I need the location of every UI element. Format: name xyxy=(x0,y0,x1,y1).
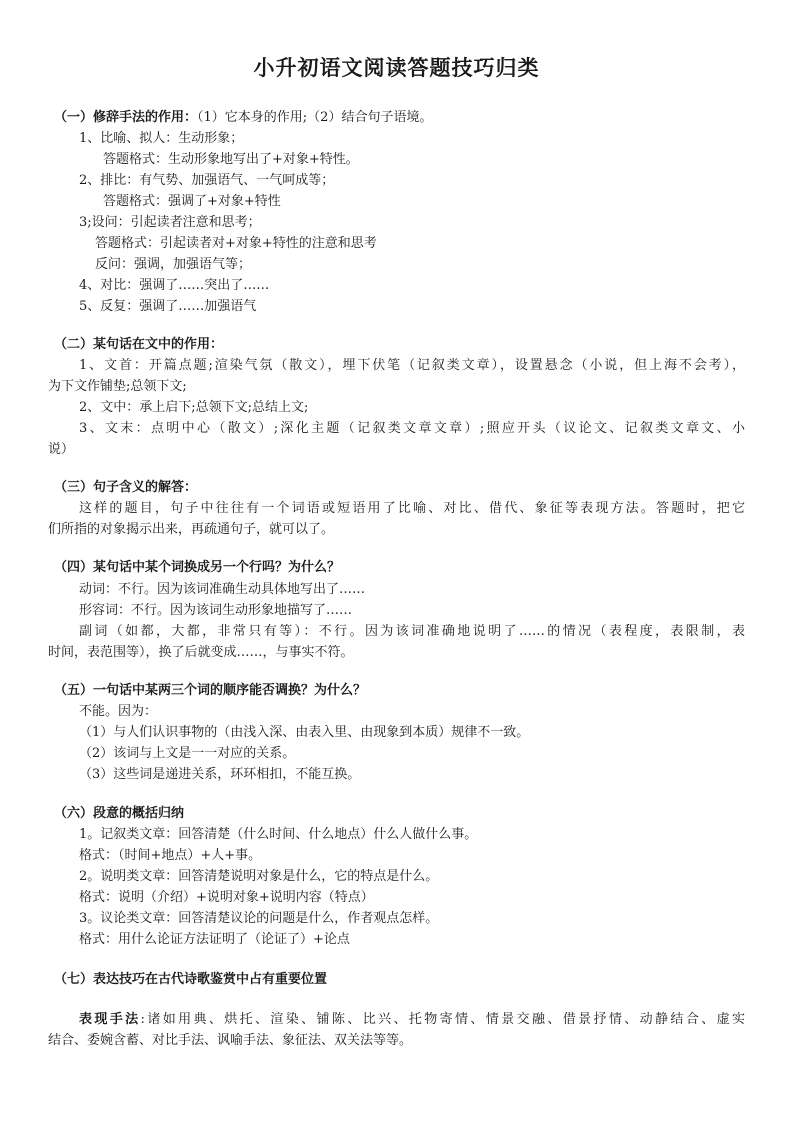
section-5-line: （2）该词与上文是一一对应的关系。 xyxy=(79,746,296,761)
section-1-heading: （一）修辞手法的作用： xyxy=(54,110,198,125)
section-6-line: 格式：（时间+地点）+人+事。 xyxy=(79,848,262,863)
section-6-line: 格式：说明（介绍）+说明对象+说明内容（特点） xyxy=(79,890,374,905)
section-1-heading-line xyxy=(54,108,432,128)
section-5-line: 不能。因为： xyxy=(79,704,158,719)
section-7-line: 结合、委婉含蓄、对比手法、讽喻手法、象征法、双关法等等。 xyxy=(48,1033,413,1048)
section-6-line: 1。记叙类文章：回答清楚（什么时间、什么地点）什么人做什么事。 xyxy=(79,827,478,842)
section-7-line-rest: :诸如用典、烘托、渲染、铺陈、比兴、托物寄情、情景交融、借景抒情、动静结合、虚实 xyxy=(140,1012,745,1027)
section-6-heading: （六）段意的概括归纳 xyxy=(54,806,185,821)
section-2-line: 1、文首：开篇点题;渲染气氛（散文），埋下伏笔（记叙类文章），设置悬念（小说，但上海不会考）， xyxy=(79,358,745,373)
section-6-line: 2。说明类文章：回答清楚说明对象是什么，它的特点是什么。 xyxy=(79,869,439,884)
section-6-line: 3。议论类文章：回答清楚议论的问题是什么，作者观点怎样。 xyxy=(79,911,439,926)
section-5-line: （1）与人们认识事物的（由浅入深、由表入里、由现象到本质）规律不一致。 xyxy=(79,725,530,740)
section-2-line: 为下文作铺垫;总领下文; xyxy=(48,379,187,394)
section-1-line: 4、对比：强调了……突出了…… xyxy=(79,278,270,293)
section-4-line: 副词（如都，大都，非常只有等）：不行。因为该词准确地说明了……的情况（表程度，表限制，表 xyxy=(79,624,745,639)
section-4-heading: （四）某句话中某个词换成另一个行吗？为什么？ xyxy=(54,560,341,575)
section-5-heading: （五）一句话中某两三个词的顺序能否调换？为什么？ xyxy=(54,683,367,698)
section-2-line: 2、文中：承上启下;总领下文;总结上文; xyxy=(79,400,309,415)
section-2-line: 说） xyxy=(48,442,75,457)
section-1-line: 5、反复：强调了……加强语气 xyxy=(79,299,257,314)
section-1-heading-note: （1）它本身的作用;（2）结合句子语境。 xyxy=(197,110,433,125)
section-2-line: 3、文末：点明中心（散文）;深化主题（记叙类文章文章）;照应开头（议论文、记叙类文章文、小 xyxy=(79,421,745,436)
section-4-line: 时间，表范围等），换了后就变成……，与事实不符。 xyxy=(48,645,354,660)
section-1-line: 答题格式：生动形象地写出了+对象+特性。 xyxy=(103,152,359,167)
section-1-line: 答题格式：引起读者对+对象+特性的注意和思考 xyxy=(95,236,377,251)
section-7-label: 表现手法 xyxy=(79,1012,141,1027)
section-7-line xyxy=(79,1010,745,1030)
section-2-heading: （二）某句话在文中的作用： xyxy=(54,337,224,352)
section-1-line: 反问：强调，加强语气等； xyxy=(95,257,252,272)
section-1-line: 2、排比：有气势、加强语气、一气呵成等； xyxy=(79,173,335,188)
section-5-line: （3）这些词是递进关系，环环相扣，不能互换。 xyxy=(79,767,361,782)
section-3-line: 这样的题目，句子中往往有一个词语或短语用了比喻、对比、借代、象征等表现方法。答题时，把它 xyxy=(79,501,745,516)
section-6-line: 格式：用什么论证方法证明了（论证了）+论点 xyxy=(79,932,350,947)
section-4-line: 动词：不行。因为该词准确生动具体地写出了…… xyxy=(79,582,366,597)
section-3-heading: （三）句子含义的解答： xyxy=(54,480,198,495)
section-1-line: 答题格式：强调了+对象+特性 xyxy=(103,194,281,209)
section-1-line: 1、比喻、拟人：生动形象； xyxy=(79,131,244,146)
section-4-line: 形容词：不行。因为该词生动形象地描写了…… xyxy=(79,603,353,618)
page-title: 小升初语文阅读答题技巧归类 xyxy=(253,56,540,80)
section-1-line: 3;设问：引起读者注意和思考； xyxy=(79,215,261,230)
section-7-heading: （七）表达技巧在古代诗歌鉴赏中占有重要位置 xyxy=(54,972,328,987)
section-3-line: 们所指的对象揭示出来，再疏通句子，就可以了。 xyxy=(48,522,335,537)
